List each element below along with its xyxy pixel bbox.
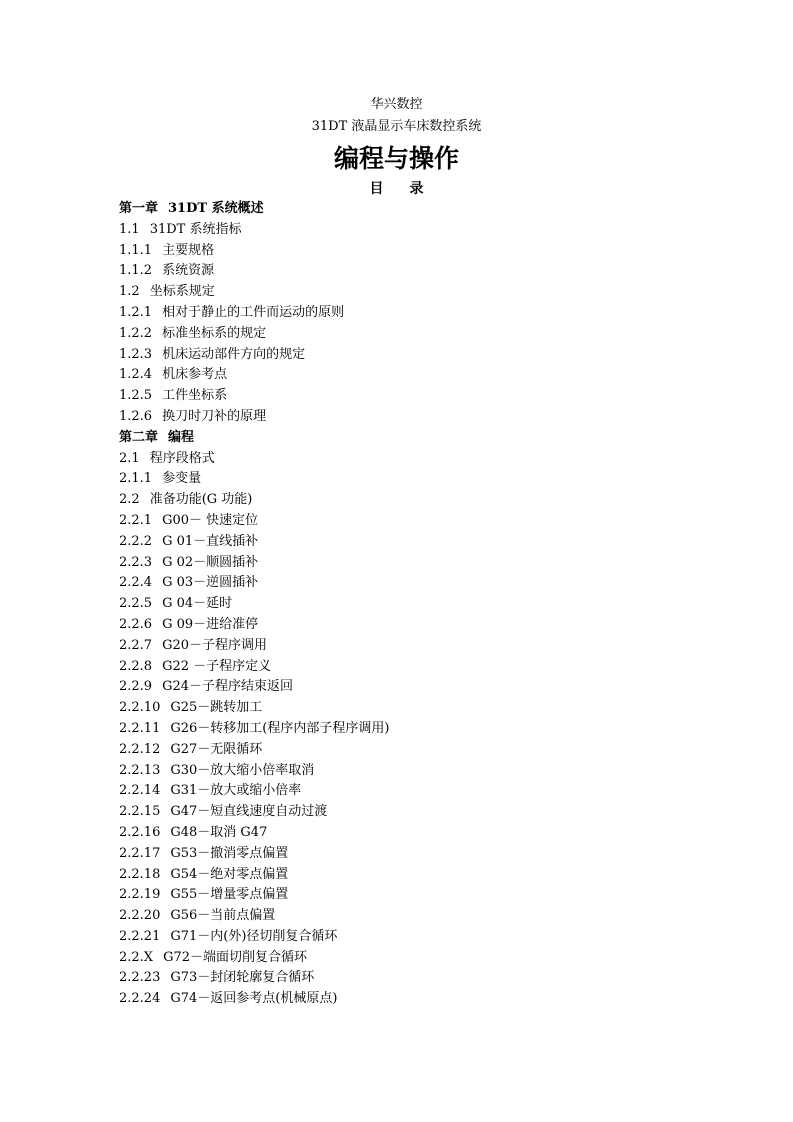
toc-entry xyxy=(119,303,389,324)
toc-entry xyxy=(119,802,389,823)
toc-entry xyxy=(119,469,389,490)
toc-entry-title: G55－增量零点偏置 xyxy=(170,887,289,903)
toc-entry-number: 第一章 xyxy=(119,201,159,216)
toc-entry-title: G00－ 快速定位 xyxy=(162,512,259,528)
toc-entry-number: 2.2.9 xyxy=(119,679,153,695)
toc-entry-title: G25－跳转加工 xyxy=(170,700,263,716)
toc-entry-title: 系统资源 xyxy=(162,263,215,279)
toc-entry-title: 换刀时刀补的原理 xyxy=(162,408,267,424)
toc-entry-number: 2.2.15 xyxy=(119,804,161,820)
toc-entry-title: G74－返回参考点(机械原点) xyxy=(170,991,338,1007)
toc-entry-title: 机床运动部件方向的规定 xyxy=(162,346,306,362)
toc-entry-number: 2.2.23 xyxy=(119,970,161,986)
toc-entry-title: G 01－直线插补 xyxy=(162,533,259,549)
toc-entry-title: 坐标系规定 xyxy=(149,284,215,300)
toc-entry-title: 机床参考点 xyxy=(162,367,228,383)
toc-entry-title: G54－绝对零点偏置 xyxy=(170,866,289,882)
toc-entry-number: 2.2.8 xyxy=(119,658,153,674)
toc-entry xyxy=(119,719,389,740)
toc-entry-number: 2.2.7 xyxy=(119,637,153,653)
toc-entry-number: 2.2.13 xyxy=(119,762,161,778)
toc-entry xyxy=(119,241,389,262)
toc-entry-title: 参变量 xyxy=(162,471,202,487)
toc-chapter-entry xyxy=(119,199,389,220)
toc-entry xyxy=(119,698,389,719)
toc-entry-number: 2.2.3 xyxy=(119,554,153,570)
document-title: 编程与操作 xyxy=(333,144,459,173)
toc-entry-title: 31DT 系统概述 xyxy=(168,201,264,216)
toc-entry-title: G71－内(外)径切削复合循环 xyxy=(170,928,338,944)
toc-entry-title: G 03－逆圆插补 xyxy=(162,575,259,591)
toc-entry xyxy=(119,948,389,969)
toc-entry-title: 标准坐标系的规定 xyxy=(162,325,267,341)
toc-entry-title: G72－端面切削复合循环 xyxy=(163,949,307,965)
company-name: 华兴数控 xyxy=(370,97,423,112)
toc-entry-title: G 02－顺圆插补 xyxy=(162,554,259,570)
toc-entry xyxy=(119,885,389,906)
toc-entry-number: 2.2.5 xyxy=(119,596,153,612)
toc-entry xyxy=(119,220,389,241)
toc-entry-title: 相对于静止的工件而运动的原则 xyxy=(162,304,345,320)
toc-entry-number: 第二章 xyxy=(119,429,159,445)
toc-entry-number: 1.2.3 xyxy=(119,346,153,362)
toc-entry-title: 主要规格 xyxy=(162,242,215,258)
document-subtitle: 31DT 液晶显示车床数控系统 xyxy=(311,119,482,134)
toc-chapter-entry xyxy=(119,428,389,449)
toc-entry-title: G22 －子程序定义 xyxy=(162,658,272,674)
toc-entry xyxy=(119,511,389,532)
toc-entry xyxy=(119,386,389,407)
toc-entry-title: 工件坐标系 xyxy=(162,388,228,404)
toc-entry-title: 编程 xyxy=(168,429,195,445)
toc-entry-title: G47－短直线速度自动过渡 xyxy=(170,804,328,820)
toc-entry-number: 2.2.11 xyxy=(119,720,161,736)
toc-entry xyxy=(119,407,389,428)
toc-entry xyxy=(119,677,389,698)
toc-heading: 目录 xyxy=(369,181,450,197)
toc-entry-number: 2.2.2 xyxy=(119,533,153,549)
toc-entry-number: 1.1.2 xyxy=(119,263,153,279)
toc-entry-number: 2.2.1 xyxy=(119,512,153,528)
toc-entry-title: G26－转移加工(程序内部子程序调用) xyxy=(170,720,390,736)
toc-entry-number: 2.2.18 xyxy=(119,866,161,882)
toc-entry-number: 2.2.4 xyxy=(119,575,153,591)
toc-entry-title: G27－无限循环 xyxy=(170,741,263,757)
toc-entry-number: 2.2.14 xyxy=(119,783,161,799)
toc-entry xyxy=(119,449,389,470)
toc-entry-number: 2.1.1 xyxy=(119,471,153,487)
toc-entry-number: 1.2.4 xyxy=(119,367,153,383)
toc-entry-number: 2.2.X xyxy=(119,949,154,965)
toc-entry xyxy=(119,740,389,761)
toc-entry-number: 2.2.21 xyxy=(119,928,161,944)
toc-entry-number: 1.2.6 xyxy=(119,408,153,424)
toc-entry xyxy=(119,823,389,844)
table-of-contents xyxy=(119,199,389,1010)
toc-entry-title: G31－放大或缩小倍率 xyxy=(170,783,302,799)
toc-entry-number: 1.1.1 xyxy=(119,242,153,258)
toc-entry xyxy=(119,615,389,636)
toc-entry xyxy=(119,532,389,553)
toc-entry xyxy=(119,657,389,678)
toc-entry-number: 2.2.17 xyxy=(119,845,161,861)
toc-entry-number: 1.2.1 xyxy=(119,304,153,320)
toc-entry-number: 2.2.16 xyxy=(119,824,161,840)
toc-entry xyxy=(119,844,389,865)
toc-entry-title: 31DT 系统指标 xyxy=(149,221,242,237)
toc-entry-number: 2.2 xyxy=(119,492,140,508)
toc-entry-title: G 04－延时 xyxy=(162,596,233,612)
toc-entry xyxy=(119,365,389,386)
toc-entry xyxy=(119,573,389,594)
toc-entry-number: 2.2.10 xyxy=(119,700,161,716)
toc-entry-number: 2.2.24 xyxy=(119,991,161,1007)
toc-entry-title: G56－当前点偏置 xyxy=(170,908,276,924)
toc-entry-number: 2.2.12 xyxy=(119,741,161,757)
toc-entry-title: G48－取消 G47 xyxy=(170,824,268,840)
toc-entry xyxy=(119,927,389,948)
toc-entry-number: 2.2.20 xyxy=(119,908,161,924)
toc-entry-title: G 09－进给准停 xyxy=(162,616,259,632)
toc-entry-number: 1.2.2 xyxy=(119,325,153,341)
toc-entry xyxy=(119,865,389,886)
toc-entry-title: G20－子程序调用 xyxy=(162,637,268,653)
toc-entry-title: G24－子程序结束返回 xyxy=(162,679,294,695)
toc-entry-title: G53－撤消零点偏置 xyxy=(170,845,289,861)
toc-entry xyxy=(119,906,389,927)
toc-entry-title: G73－封闭轮廓复合循环 xyxy=(170,970,315,986)
toc-entry xyxy=(119,594,389,615)
toc-entry xyxy=(119,968,389,989)
toc-entry-title: 准备功能(G 功能) xyxy=(149,492,253,508)
toc-entry-title: 程序段格式 xyxy=(149,450,215,466)
toc-entry xyxy=(119,781,389,802)
toc-entry xyxy=(119,636,389,657)
toc-entry-number: 1.2 xyxy=(119,284,140,300)
toc-entry xyxy=(119,553,389,574)
toc-entry-number: 1.2.5 xyxy=(119,388,153,404)
toc-entry-title: G30－放大缩小倍率取消 xyxy=(170,762,315,778)
toc-entry xyxy=(119,490,389,511)
toc-entry-number: 2.2.19 xyxy=(119,887,161,903)
toc-entry xyxy=(119,761,389,782)
toc-entry xyxy=(119,989,389,1010)
toc-entry xyxy=(119,345,389,366)
toc-entry-number: 2.1 xyxy=(119,450,140,466)
toc-entry xyxy=(119,324,389,345)
toc-entry-number: 1.1 xyxy=(119,221,140,237)
toc-entry-number: 2.2.6 xyxy=(119,616,153,632)
toc-entry xyxy=(119,282,389,303)
toc-entry xyxy=(119,261,389,282)
